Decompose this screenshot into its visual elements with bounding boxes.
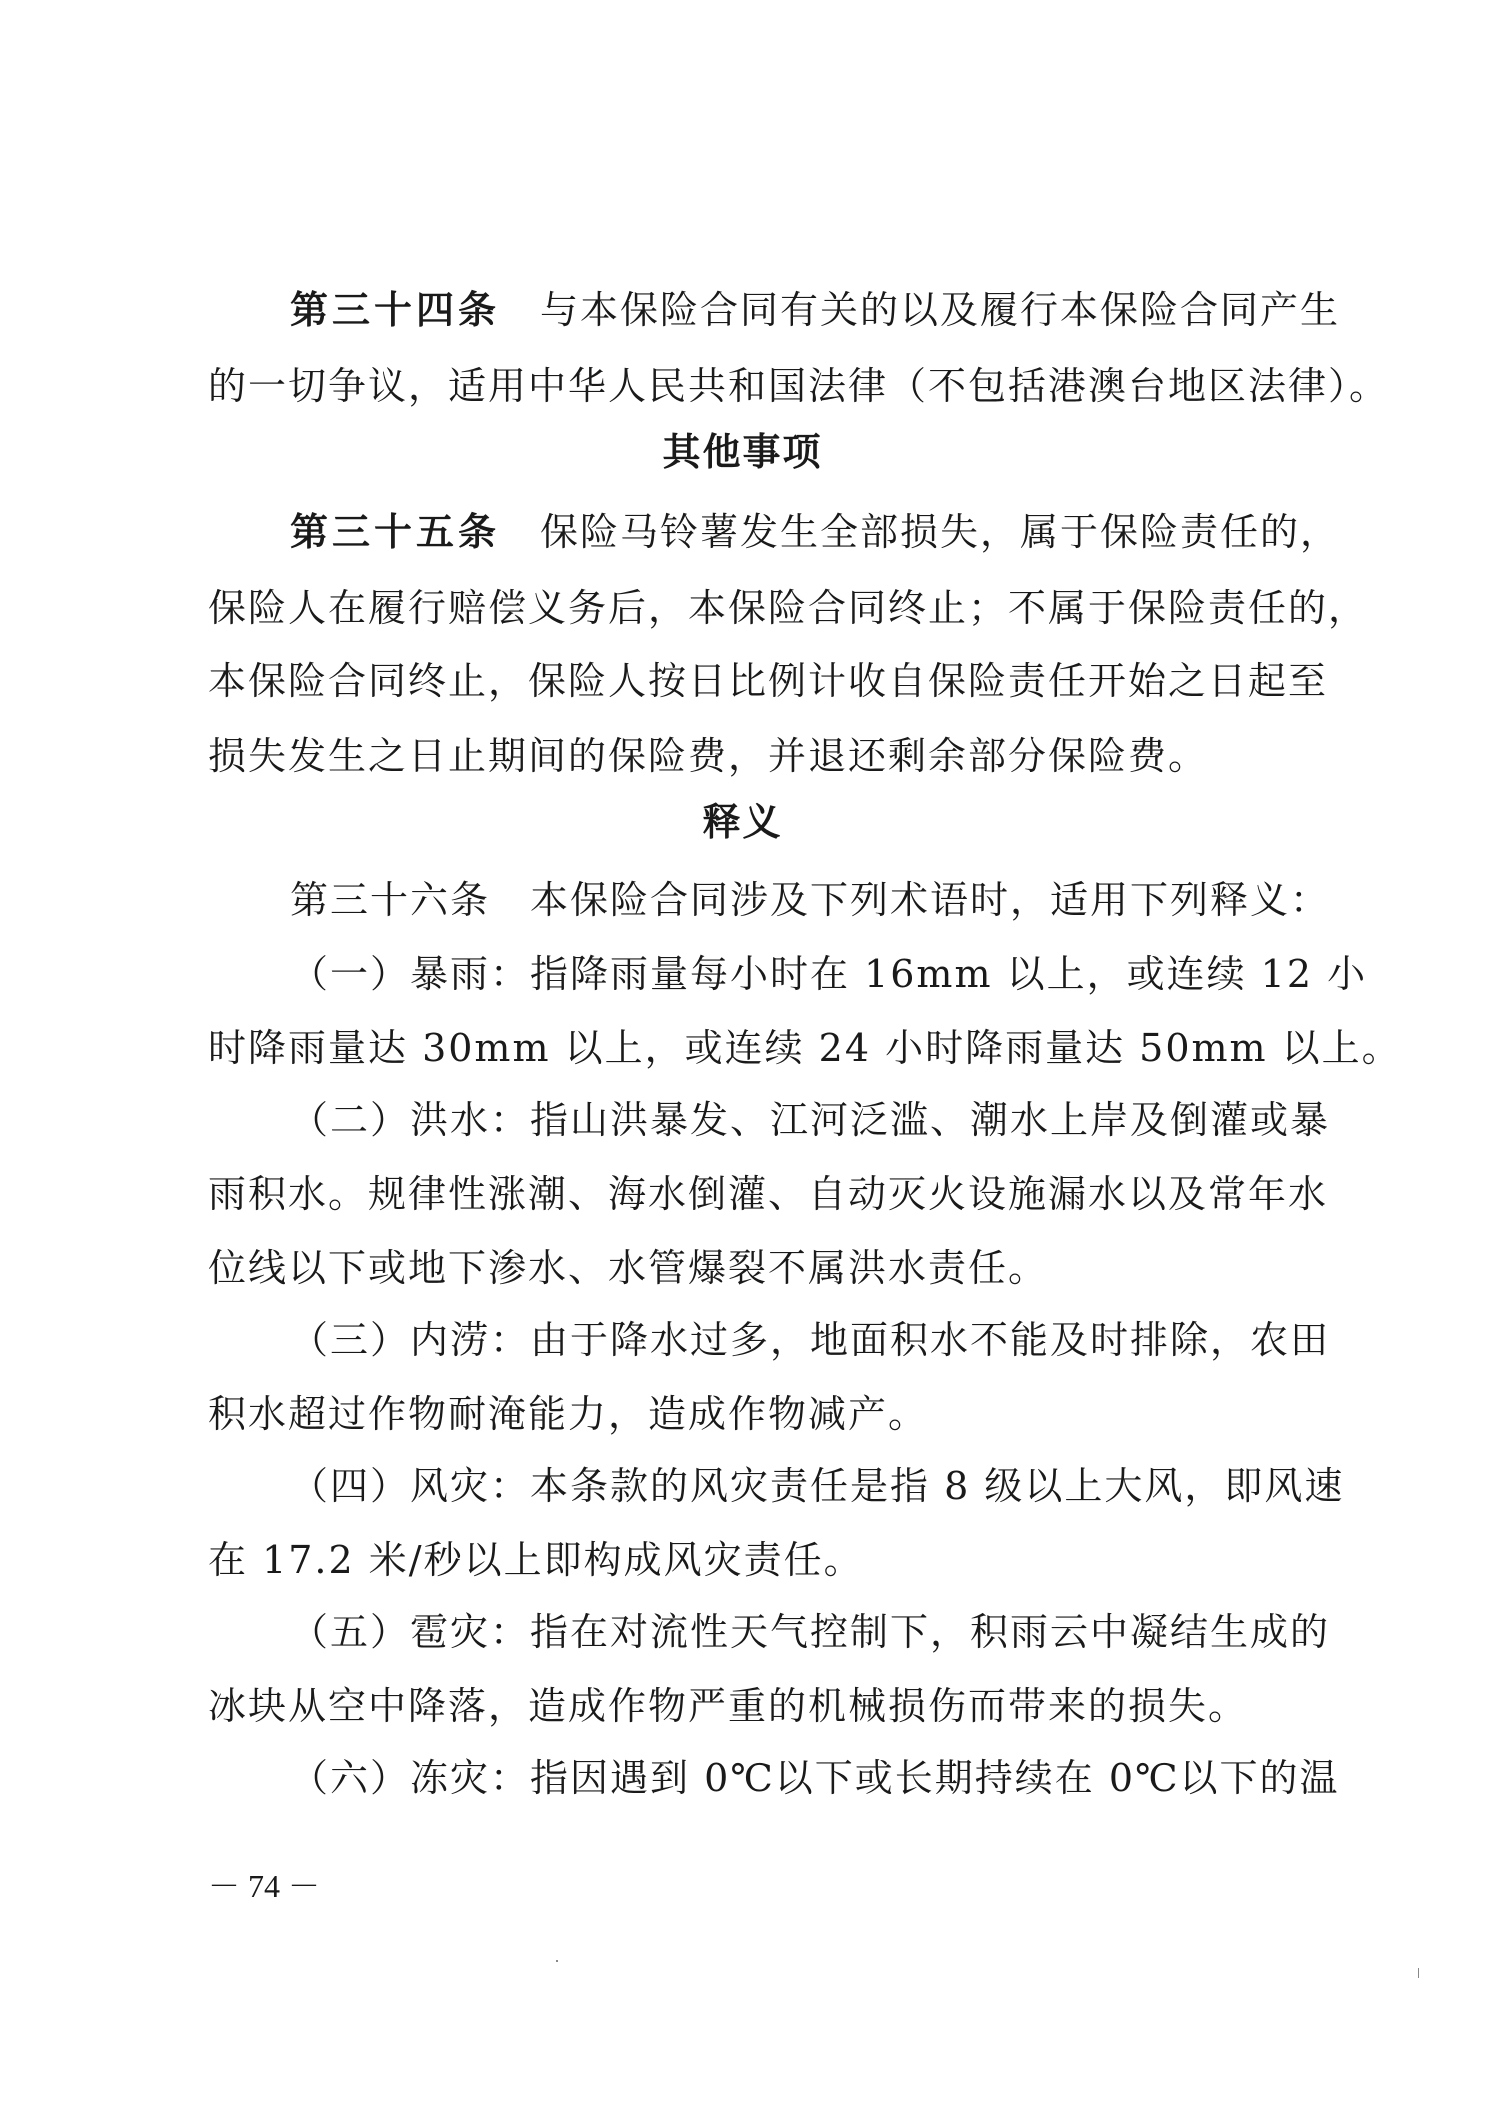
article35-line3: 本保险合同终止，保险人按日比例计收自保险责任开始之日起至 — [208, 659, 1329, 703]
scan-speck — [1418, 1968, 1419, 1978]
article35-text: 保险马铃薯发生全部损失，属于保险责任的， — [540, 510, 1341, 554]
scan-speck — [556, 1960, 558, 1962]
definition-frost-line1: （六）冻灾：指因遇到 0℃以下或长期持续在 0℃以下的温 — [290, 1756, 1340, 1800]
article35-line1 — [290, 508, 1341, 556]
definition-flood-line3: 位线以下或地下渗水、水管爆裂不属洪水责任。 — [208, 1246, 1049, 1290]
page-number: － 74 － — [208, 1868, 321, 1904]
definition-rainstorm-line1: （一）暴雨：指降雨量每小时在 16mm 以上，或连续 12 小 — [290, 952, 1368, 996]
definition-wind-line1: （四）风灾：本条款的风灾责任是指 8 级以上大风，即风速 — [290, 1464, 1345, 1508]
section-heading-other-matters: 其他事项 — [662, 430, 823, 474]
definition-wind-line2: 在 17.2 米/秒以上即构成风灾责任。 — [208, 1538, 864, 1582]
definition-flood-line1: （二）洪水：指山洪暴发、江河泛滥、潮水上岸及倒灌或暴 — [290, 1098, 1331, 1142]
article36-text: 本保险合同涉及下列术语时，适用下列释义： — [530, 878, 1331, 922]
article35-line4: 损失发生之日止期间的保险费，并退还剩余部分保险费。 — [208, 734, 1209, 778]
article34-number: 第三十四条 — [290, 288, 501, 332]
definition-waterlogging-line2: 积水超过作物耐淹能力，造成作物减产。 — [208, 1392, 929, 1436]
article35-line2: 保险人在履行赔偿义务后，本保险合同终止；不属于保险责任的， — [208, 586, 1369, 630]
definition-flood-line2: 雨积水。规律性涨潮、海水倒灌、自动灭火设施漏水以及常年水 — [208, 1172, 1329, 1216]
article35-number: 第三十五条 — [290, 510, 501, 554]
definition-hail-line1: （五）雹灾：指在对流性天气控制下，积雨云中凝结生成的 — [290, 1610, 1331, 1654]
article36-line1 — [290, 876, 1331, 924]
definition-waterlogging-line1: （三）内涝：由于降水过多，地面积水不能及时排除，农田 — [290, 1318, 1331, 1362]
article34-line2: 的一切争议，适用中华人民共和国法律（不包括港澳台地区法律）。 — [208, 364, 1390, 408]
definition-hail-line2: 冰块从空中降落，造成作物严重的机械损伤而带来的损失。 — [208, 1684, 1249, 1728]
definition-rainstorm-line2: 时降雨量达 30mm 以上，或连续 24 小时降雨量达 50mm 以上。 — [208, 1026, 1402, 1070]
article34-line1 — [290, 286, 1341, 334]
section-heading-definitions: 释义 — [702, 800, 783, 844]
article36-number: 第三十六条 — [290, 878, 491, 922]
article34-text: 与本保险合同有关的以及履行本保险合同产生 — [540, 288, 1341, 332]
